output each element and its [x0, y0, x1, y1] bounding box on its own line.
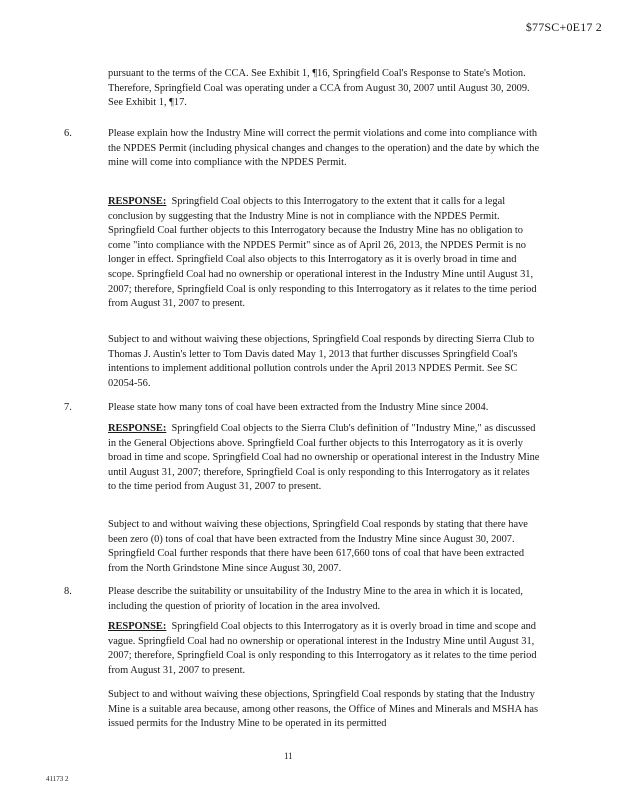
- response-label: RESPONSE:: [108, 196, 167, 207]
- item-number: 6.: [64, 128, 72, 139]
- response-text: Springfield Coal objects to the Sierra Club's definition of "Industry Mine," as discussed in the General Objections above. Springfield Coal further objects to this Interrogatory as it is overly broad in time and scope. Springfield Coal had no ownership or operational interest in the Industry Mine until August 31, 2007; therefore, Springfield Coal is only responding to this Interrogatory as it relates to the time period from August 31, 2007 to present.: [108, 423, 540, 493]
- document-id: 41173 2: [46, 775, 69, 783]
- item-number: 7.: [64, 402, 72, 413]
- interrogatory-response: [108, 195, 540, 312]
- interrogatory-question: Please explain how the Industry Mine will correct the permit violations and come into compliance with the NPDES Permit (including physical changes and changes to the operation) and the date by which the mine will come into compliance with the NPDES Permit.: [108, 128, 540, 169]
- response-text: Springfield Coal objects to this Interrogatory as it is overly broad in time and scope and vague. Springfield Coal had no ownership or operational interest in the Industry Mine until August 31, 2007; therefore, Springfield Coal is only responding to this Interrogatory as it relates to the time period from August 31, 2007 to present.: [108, 621, 537, 676]
- response-label: RESPONSE:: [108, 621, 167, 632]
- bates-stamp: $77SC+0E17 2: [525, 20, 602, 34]
- interrogatory-question: Please describe the suitability or unsuitability of the Industry Mine to the area in which it is located, including the question of priority of location in the area involved.: [108, 586, 523, 612]
- item-number: 8.: [64, 586, 72, 597]
- intro-paragraph: pursuant to the terms of the CCA. See Exhibit 1, ¶16, Springfield Coal's Response to State's Motion. Therefore, Springfield Coal was operating under a CCA from August 30, 2007 until August 30, 2009. See Exhibit 1, ¶17.: [108, 68, 530, 109]
- response-followup: Subject to and without waiving these objections, Springfield Coal responds by directing Sierra Club to Thomas J. Austin's letter to Tom Davis dated May 1, 2013 that further discusses Springfield Coal's intentions to implement additional pollution controls under the April 2013 NPDES Permit. See SC 02054-56.: [108, 334, 535, 389]
- response-followup: Subject to and without waiving these objections, Springfield Coal responds by stating that the Industry Mine is a suitable area because, among other reasons, the Office of Mines and Minerals and MSHA has issued permits for the Industry Mine to be operated in its permitted: [108, 689, 539, 730]
- interrogatory-response: [108, 620, 540, 678]
- interrogatory-response: [108, 422, 540, 495]
- page-number: 11: [284, 751, 293, 761]
- response-followup: Subject to and without waiving these objections, Springfield Coal responds by stating that there have been zero (0) tons of coal that have been extracted from the Industry Mine since August 30, 2007. Springfield Coal further responds that there have been 617,660 tons of coal that have been extracted from the North Grindstone Mine since August 30, 2007.: [108, 519, 528, 574]
- interrogatory-question: Please state how many tons of coal have been extracted from the Industry Mine since 2004.: [108, 402, 489, 413]
- response-text: Springfield Coal objects to this Interrogatory to the extent that it calls for a legal conclusion by suggesting that the Industry Mine is not in compliance with the NPDES Permit. Springfield Coal further objects to this Interrogatory because the Industry Mine has no obligation to come "into compliance with the NPDES Permit" since as of April 26, 2013, the NPDES Permit is no longer in effect. Springfield Coal also objects to this Interrogatory as it is overly broad in time and scope. Springfield Coal had no ownership or operational interest in the Industry Mine until August 31, 2007; therefore, Springfield Coal is only responding to this Interrogatory as it relates to the time period from August 31, 2007 to present.: [108, 196, 537, 310]
- response-label: RESPONSE:: [108, 423, 167, 434]
